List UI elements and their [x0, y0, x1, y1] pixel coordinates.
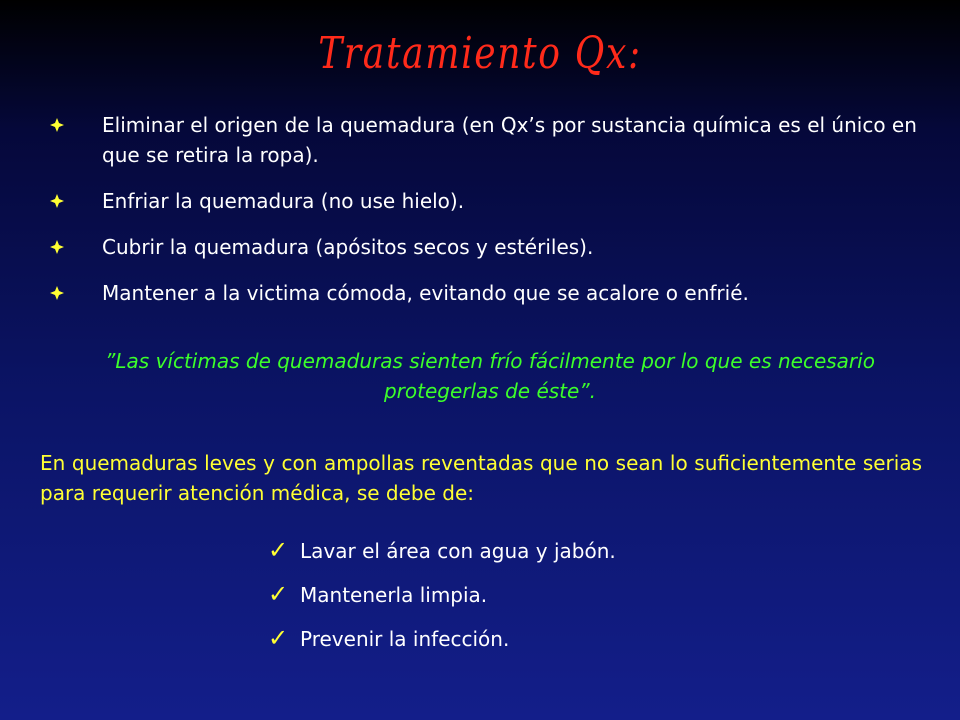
diamond-bullet-icon — [50, 240, 64, 254]
bullet-text: Enfriar la quemadura (no use hielo). — [102, 189, 465, 213]
diamond-bullet-icon — [50, 194, 64, 208]
checkmark-icon: ✓ — [268, 580, 289, 608]
check-item — [268, 536, 616, 566]
check-list — [268, 536, 616, 668]
paragraph-text: En quemaduras leves y con ampollas reventadas que no sean lo suficientemente serias para requerir atención médica, se debe de: — [40, 451, 922, 505]
check-text: Lavar el área con agua y jabón. — [300, 539, 616, 563]
check-text: Mantenerla limpia. — [300, 583, 488, 607]
check-text: Prevenir la infección. — [300, 627, 510, 651]
bullet-item — [40, 278, 930, 308]
diamond-bullet-icon — [50, 118, 64, 132]
bullet-text: Mantener a la victima cómoda, evitando que se acalore o enfrié. — [102, 281, 749, 305]
check-item — [268, 580, 616, 610]
bullet-item — [40, 110, 930, 170]
checkmark-icon: ✓ — [268, 624, 289, 652]
bullet-list — [40, 110, 930, 324]
bullet-text: Cubrir la quemadura (apósitos secos y estériles). — [102, 235, 594, 259]
bullet-item — [40, 232, 930, 262]
check-item — [268, 624, 616, 654]
slide-title: Tratamiento Qx: — [318, 28, 642, 79]
quote-text: ”Las víctimas de quemaduras sienten frío fácilmente por lo que es necesario protegerlas de éste”. — [105, 349, 875, 403]
bullet-item — [40, 186, 930, 216]
checkmark-icon: ✓ — [268, 536, 289, 564]
bullet-text: Eliminar el origen de la quemadura (en Qx’s por sustancia química es el único en que se retira la ropa). — [102, 113, 917, 167]
diamond-bullet-icon — [50, 286, 64, 300]
